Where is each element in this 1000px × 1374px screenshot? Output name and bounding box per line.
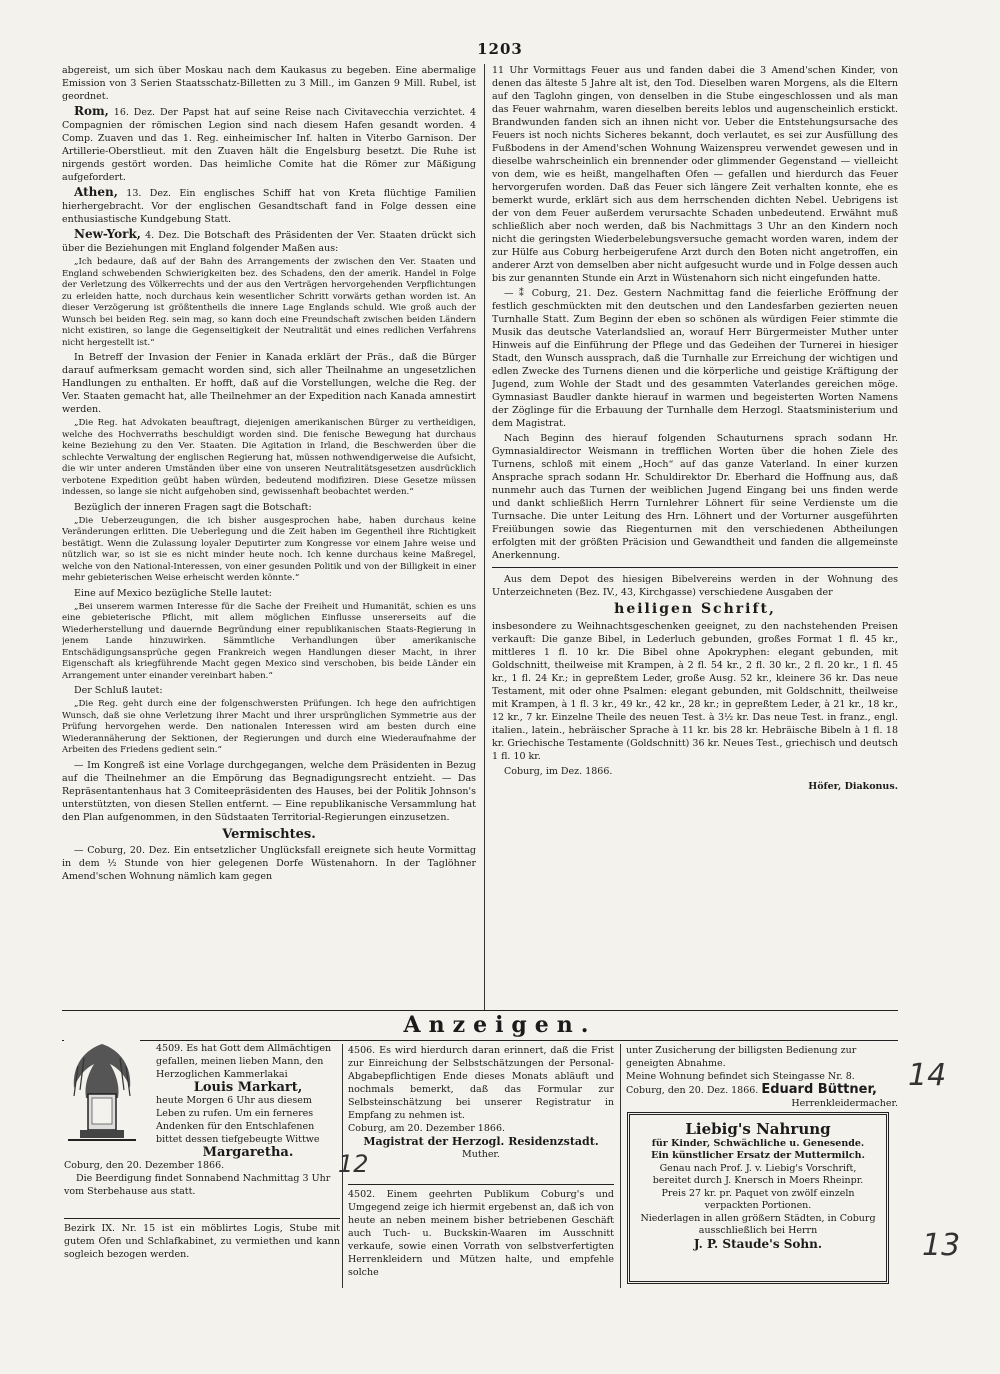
ad-divider [348, 1184, 614, 1185]
bibel-text: insbesondere zu Weihnachtsgeschenken geeignet, zu den nachstehenden Preisen verkauft: Die ganze Bibel, in Lederluch gebunden, großes Format 1 fl. 45 kr., mittleres 1 fl. 10 kr. Die Bibel ohne Apokryphen: elegant gebunden, mit Goldschnitt, theilweise mit Krampen, à 2 fl. 54 kr., 2 fl. 30 kr., 2 fl. 20 kr., 1 fl. 45 kr., 1 fl. 24 Kr.; in gepreßtem Leder, große Ausg. 52 kr., kleinere 36 kr. Das neue Testament, mit oder ohne Psalmen: elegant gebunden, mit Goldschnitt, theilweise mit Krampen, à 1 fl. 3 kr., 49 kr., 42 kr., 28 kr.; in gepreßtem Leder, à 21 kr., 18 kr., 12 kr., 7 kr. Einzelne Theile des neuen Test. à 3½ kr. Das neue Test. in franz., engl. italien., latein., hebräischer Sprache à 11 kr. bis 28 kr. Hebräische Bibeln à 1 fl. 18 kr. Griechische Testamente (Goldschnitt) 36 kr. Neues Test., griechisch und deutsch 1 fl. 10 kr. [492, 621, 898, 762]
article-text: In Betreff der Invasion der Fenier in Kanada erklärt der Präs., daß die Bürger darauf aufmerksam gemacht worden sind, sich aller Theilnahme an ungesetzlichen Handlungen zu enthalten. Er hofft, daß auf die Vorstellungen, welche die Reg. der Ver. Staaten gemacht hat, alle Theilnehmer an der Expedition nach Kanada amnestirt werden. [62, 352, 476, 415]
article-text: 4. Dez. Die Botschaft des Präsidenten der Ver. Staaten drückt sich über die Beziehungen mit England folgender Maßen aus: [62, 230, 476, 254]
dateline-rom: Rom, [74, 104, 109, 118]
ad-text: Um ein ferneres Andenken für den Entschlafenen bittet dessen tiefgebeugte Wittwe [156, 1108, 320, 1145]
ad-tuch [348, 1188, 614, 1288]
ad-buettner [626, 1044, 898, 1108]
anzeigen-title: Anzeigen. [403, 1012, 597, 1038]
ad-date: Coburg, am 20. Dezember 1866. [348, 1123, 506, 1134]
article-text: Nach Beginn des hierauf folgenden Schauturnens sprach sodann Hr. Gymnasialdirector Weismann in trefflichen Worten über die hohen Ziele des Turnens, schloß mit einem „Hoch“ auf das ganze Vaterland. In einer kurzen Ansprache sprach sodann Hr. Schuldirektor Dr. Eberhard die Hoffnung aus, daß nunmehr auch das Turnen der weiblichen Jugend Eingang bei uns finden werde und dankt schließlich Herrn Turnlehrer Löhnert für seine Verdienste um die Turnsache. Die unter Leitung des Hrn. Löhnert und der Vorturner ausgeführten Freiübungen sowie das Riegenturnen mit den verschiedenen Abtheilungen erfolgten mit der größten Präcision und Gewandtheit und fanden die allgemeinste Anerkennung. [492, 433, 898, 561]
liebig-text: Genau nach Prof. J. v. Liebig's Vorschrift, bereitet durch J. Knersch in Moers Rheinpr. Preis 27 kr. pr. Paquet von zwölf einzeln verpackten Portionen. [652, 1162, 864, 1211]
ad-text: Es hat Gott dem Allmächtigen gefallen, meinen lieben Mann, den Herzoglichen Kammerlakai [156, 1043, 332, 1080]
liebig-depot: Niederlagen in allen größern Städten, in Coburg ausschließlich bei Herrn [640, 1212, 876, 1236]
right-column [492, 64, 898, 1010]
anzeigen-bottom-rule [62, 1040, 898, 1041]
quote-text: „Die Ueberzeugungen, die ich bisher ausgesprochen habe, haben durchaus keine Veränderungen erlitten. Die Ueberlegung und die Zeit haben im Gegentheil ihre Richtigkeit bestätigt. Wenn die Zulassung loyaler Deputirter zum Kongresse vor einem Jahre weise und nützlich war, so ist sie es nicht minder heute noch. Ich kenne durchaus keine Maßregel, welche von den National-Interessen, von einer gesunden Politik und von der Billigkeit in einer mehr gebieterischen Weise erheischt werden könnte.“ [62, 515, 476, 583]
quote-text: „Die Reg. hat Advokaten beauftragt, diejenigen amerikanischen Bürger zu vertheidigen, welche des Hochverraths beschuldigt worden sind. Die fenische Bewegung hat durchaus keine Beziehung zu den Ver. Staaten. Die Agitation in Irland, die Beschwerden über die schlechte Verwaltung der englischen Regierung hat, müssen nothwendigerweise die Aufsicht, die wir unter anderen Umständen über eine von unseren Neutralitätsgesetzen ausdrücklich verbotene Expedition geübt haben würden, bedeutend modifiziren. Diese Gesetze müssen indessen, so lange sie nicht aufgehoben sind, gewissenhaft beobachtet werden.“ [62, 418, 476, 497]
article-text: 13. Dez. Ein englisches Schiff hat von Kreta flüchtige Familien hierhergebracht. Vor der englischen Gesandtschaft fand in Folge dessen eine enthusiastische Kundgebung Statt. [62, 188, 476, 225]
article-text: 11 Uhr Vormittags Feuer aus und fanden dabei die 3 Amend'schen Kinder, von denen das älteste 5 Jahre alt ist, den Tod. Dieselben waren Morgens, als die Eltern auf den Taglohn gingen, von denselben in die Stube eingeschlossen und als man das Feuer wahrnahm, waren dieselben bereits leblos und augenscheinlich erstickt. Brandwunden fanden sich an ihnen nicht vor. Ueber die Entstehungsursache des Feuers ist noch nichts Sicheres bekannt, doch verlautet, es sei zur Ausfüllung des Fußbodens in der Amend'schen Wohnung Waizenspreu verwendet gewesen und in dieselbe wahrscheinlich ein brennender oder glimmender Gegenstand — vielleicht von dem, wie es heißt, mangelhaften Ofen — gefallen und hierdurch das Feuer hervorgerufen worden. Daß das Feuer sich längere Zeit verhalten konnte, ehe es bemerkt wurde, erklärt sich aus dem herrschenden dichten Nebel. Uebrigens ist der von dem Feuer außerdem verursachte Schaden unbedeutend. Erwähnt muß schließlich aber noch werden, daß bis Nachmittags 3 Uhr an den Kindern noch nicht die geringsten Wiederbelebungsversuche gemacht worden waren, indem der zur Hülfe aus Coburg herbeigerufene Arzt durch den Boten nicht angetroffen, ein anderer Arzt von demselben aber nicht aufgesucht wurde und in Folge dessen auch bis zur genannten Stunde ein Arzt in Wüstenahorn sich nicht eingefunden hatte. [492, 65, 898, 284]
anzeigen-top-rule [62, 1010, 898, 1011]
handwritten-number: 13 [922, 1228, 961, 1263]
article-text: abgereist, um sich über Moskau nach dem Kaukasus zu begeben. Eine abermalige Emission von 3 Serien Staatsschatz-Billetten zu 3 Mill., im Ganzen 9 Mill. Rubel, ist geordnet. [62, 65, 476, 102]
bibel-signature: Höfer, Diakonus. [808, 781, 898, 792]
handwritten-number: 14 [908, 1058, 947, 1093]
ad-name: Muther. [462, 1149, 500, 1160]
ad-text: unter Zusicherung der billigsten Bedienung zur geneigten Abnahme. [626, 1045, 857, 1069]
ad-text: Einem geehrten Publikum Coburg's und Umgegend zeige ich hiermit ergebenst an, daß ich von heute an neben meinem bisher betriebenen Geschäft auch Tuch- u. Buckskin-Waaren im Ausschnitt verkaufe, sowie einen Vorrath von selbstverfertigten Herrenkleidern und Mützen halte, und empfehle solche [348, 1189, 614, 1278]
dateline-new-york: New-York, [74, 227, 141, 241]
article-text: — Im Kongreß ist eine Vorlage durchgegangen, welche dem Präsidenten in Bezug auf die Theilnehmer an die Empörung das Begnadigungsrecht entzieht. — Das Repräsentantenhaus hat 3 Comiteepräsidenten des Hauses, bei der Politik Johnson's unterstützten, von diesen Stellen entfernt. — Eine republikanische Versammlung hat den Plan aufgenommen, in den Südstaaten Territorial-Regierungen einzusetzen. [62, 759, 476, 823]
ad-text: heute Morgen 6 Uhr aus diesem Leben zu rufen. [156, 1095, 312, 1119]
deceased-name: Louis Markart, [193, 1080, 303, 1095]
ad-burial: Die Beerdigung findet Sonnabend Nachmittag 3 Uhr vom Sterbehause aus statt. [64, 1173, 331, 1197]
quote-text: „Die Reg. geht durch eine der folgenschwersten Prüfungen. Ich hege den aufrichtigen Wunsch, daß sie ohne Verletzung ihrer Macht und ihrer ursprünglichen Symmetrie aus der Prüfung hervorgehen werde. Den nationalen Interessen wird am besten durch eine Wiederannäherung der Sektionen, der Regierungen und durch eine Wiederaufnahme der Arbeiten des Friedens gedient sein.“ [62, 699, 476, 755]
ad-column-divider [620, 1044, 621, 1288]
ad-number: 4509. [156, 1043, 184, 1054]
left-column [62, 64, 476, 1010]
ad-liebig [627, 1112, 889, 1284]
liebig-title: Liebig's Nahrung [685, 1120, 831, 1138]
ad-divider [64, 1218, 340, 1219]
ad-logis [64, 1222, 340, 1288]
quote-text: „Ich bedaure, daß auf der Bahn des Arrangements der zwischen den Ver. Staaten und England schwebenden Schwierigkeiten bez. des Schadens, den der amerik. Handel in Folge der Verletzung des Völkerrechts und der aus den Verträgen hervorgehenden Verpflichtungen zu erleiden hatte, noch durchaus kein wesentlicher Schritt vorwärts gethan worden ist. An dieser Verzögerung ist größtentheils die innere Lage Englands schuld. Wie groß auch der Wunsch bei beiden Reg. sein mag, so kann doch eine Freundschaft zwischen beiden Ländern nicht existiren, so lange die Gegenseitigkeit der Neutralität und eines redlichen Verfahrens nicht hergestellt ist.“ [62, 257, 476, 348]
section-divider [492, 567, 898, 568]
ad-date: Coburg, den 20. Dezember 1866. [64, 1160, 225, 1171]
liebig-line: Ein künstlicher Ersatz der Muttermilch. [651, 1150, 865, 1161]
dateline-athen: Athen, [74, 185, 118, 199]
bibel-date: Coburg, im Dez. 1866. [504, 766, 613, 777]
ad-text: Es wird hierdurch daran erinnert, daß die Frist zur Einreichung der Selbstschätzungen der Personal-Abgabepflichtigen Ende dieses Monats abläuft und nochmals bemerkt, daß das Formular zur Selbsteinschätzung bei unserer Registratur in Empfang zu nehmen ist. [348, 1045, 614, 1121]
ad-date: Coburg, den 20. Dez. 1866. [626, 1085, 759, 1096]
column-divider [484, 64, 485, 1010]
page-number: 1203 [477, 40, 523, 58]
section-title-vermischtes: Vermischtes. [222, 826, 316, 842]
liebig-seller: J. P. Staude's Sohn. [693, 1236, 823, 1251]
ad-title: Herrenkleidermacher. [791, 1098, 898, 1108]
handwritten-number: 12 [338, 1150, 369, 1178]
ad-number: 4502. [348, 1189, 376, 1200]
article-text: Bezüglich der inneren Fragen sagt die Botschaft: [74, 501, 312, 513]
article-text: Eine auf Mexico bezügliche Stelle lautet: [74, 587, 272, 599]
ad-text: Bezirk IX. Nr. 15 ist ein möblirtes Logis, Stube mit gutem Ofen und Schlafkabinet, zu vermiethen und kann sogleich bezogen werden. [64, 1223, 340, 1260]
ad-address: Meine Wohnung befindet sich Steingasse Nr. 8. [626, 1071, 855, 1082]
ad-magistrat [348, 1044, 614, 1182]
ad-death-notice [64, 1042, 340, 1216]
article-text: — ⁑ Coburg, 21. Dez. Gestern Nachmittag fand die feierliche Eröffnung der festlich geschmückten mit den deutschen und den Landesfarben gezierten neuen Turnhalle Statt. Zum Beginn der eben so schönen als würdigen Feier stimmte die Musik das deutsche Vaterlandslied an, worauf Herr Bürgermeister Muther unter Hinweis auf die Einführung der Pflege und das Gedeihen der Turnerei in hiesiger Stadt, den Wunsch aussprach, daß die Turnhalle zur Erreichung der wichtigen und edlen Zwecke des Turnens dienen und die körperliche und geistige Kräftigung der Jugend, zum Wohle der Stadt und des gesammten Vaterlandes gereichen möge. Gymnasiast Baudler dankte hierauf in warmen und begeisterten Worten Namens der Zöglinge für die Erbauung der Turnhalle dem Herzogl. Staatsministerium und dem Magistrat. [492, 288, 898, 429]
quote-text: „Bei unserem warmen Interesse für die Sache der Freiheit und Humanität, schien es uns eine gebieterische Pflicht, mit allem möglichen Einflusse unsererseits auf die Wiederherstellung und dauernde Begründung einer republikanischen Staats-Regierung in jenem Lande hinzuwirken. Sämmtliche Verhandlungen über amerikanische Entschädigungsansprüche gegen Frankreich wegen Handlungen dieser Macht, in ihrer Eigenschaft als kriegführende Macht gegen Mexico sind verschoben, bis beide Länder ein Arrangement unter einander vereinbart haben.“ [62, 601, 476, 681]
bibel-intro: Aus dem Depot des hiesigen Bibelvereins werden in der Wohnung des Unterzeichneten (Bez. IV., 43, Kirchgasse) verschiedene Ausgaben der [492, 574, 898, 598]
ad-name: Eduard Büttner, [761, 1082, 877, 1097]
widow-name: Margaretha. [202, 1145, 294, 1160]
article-text: — Coburg, 20. Dez. Ein entsetzlicher Unglücksfall ereignete sich heute Vormittag in dem ½ Stunde von hier gelegenen Dorfe Wüstenahorn. In der Taglöhner Amend'schen Wohnung nämlich kam gegen [62, 844, 476, 882]
article-text: 16. Dez. Der Papst hat auf seine Reise nach Civitavecchia verzichtet. 4 Compagnien der römischen Legion sind nach diesem Hafen gesandt worden. 4 Comp. Zuaven und das 1. Reg. einheimischer Inf. halten in Viterbo Garnison. Der Artillerie-Oberstlieut. mit den Zuaven hält die Engelsburg besetzt. Die Ruhe ist nirgends gestört worden. Das heimliche Comite hat die Römer zur Mäßigung aufgefordert. [62, 107, 476, 183]
ad-signature: Magistrat der Herzogl. Residenzstadt. [363, 1135, 599, 1148]
bibel-heading: heiligen Schrift, [614, 601, 776, 617]
article-text: Der Schluß lautet: [74, 685, 163, 696]
ad-number: 4506. [348, 1045, 376, 1056]
liebig-line: für Kinder, Schwächliche u. Genesende. [651, 1137, 865, 1149]
